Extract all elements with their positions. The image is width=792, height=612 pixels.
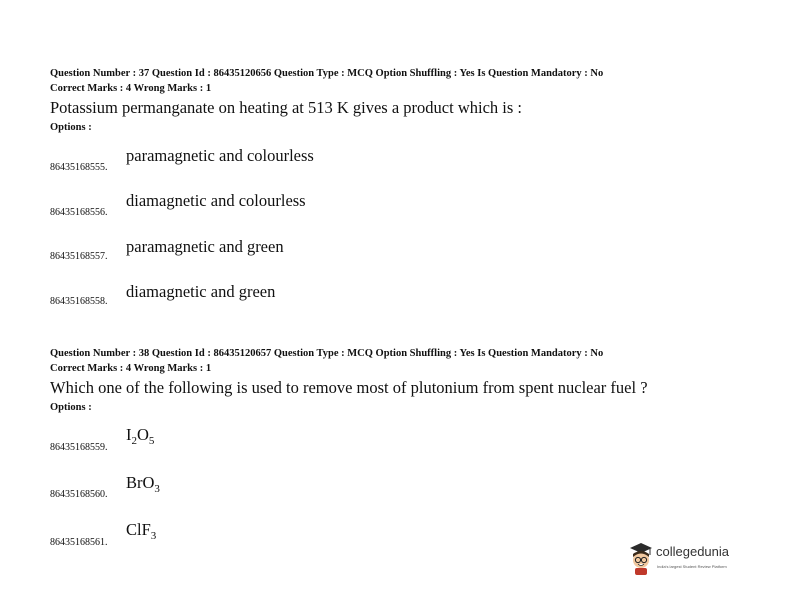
option-id: 86435168555. (50, 162, 108, 173)
question-37-text: Potassium permanganate on heating at 513 K gives a product which is : (50, 98, 522, 117)
formula-part: O (137, 425, 149, 444)
question-38-options-label: Options : (50, 402, 92, 413)
student-mascot-icon (626, 540, 656, 576)
formula-part: BrO (126, 473, 155, 492)
option-text: diamagnetic and colourless (126, 191, 306, 210)
formula-subscript: 3 (150, 530, 157, 542)
option-id: 86435168557. (50, 251, 108, 262)
question-37 (50, 66, 750, 133)
option-id: 86435168558. (50, 296, 108, 307)
question-38-meta: Question Number : 38 Question Id : 86435120657 Question Type : MCQ Option Shuffling : Yes Is Question Mandatory : No (50, 348, 604, 359)
question-38 (50, 346, 750, 413)
option-id: 86435168560. (50, 489, 108, 500)
option-formula (126, 425, 154, 447)
option-id: 86435168556. (50, 207, 108, 218)
logo-name: collegedunia (656, 544, 730, 559)
formula-part: ClF (126, 520, 151, 539)
formula-subscript: 5 (148, 435, 155, 447)
option-formula (126, 473, 160, 495)
formula-subscript: 3 (154, 483, 160, 495)
option-text: paramagnetic and colourless (126, 146, 314, 165)
collegedunia-logo (626, 540, 756, 580)
option-id: 86435168561. (50, 537, 108, 548)
formula-subscript: 2 (131, 435, 137, 447)
option-text: diamagnetic and green (126, 282, 276, 301)
question-38-marks: Correct Marks : 4 Wrong Marks : 1 (50, 363, 212, 374)
logo-tagline: India's largest Student Review Platform (657, 564, 727, 569)
question-37-meta: Question Number : 37 Question Id : 86435120656 Question Type : MCQ Option Shuffling : Yes Is Question Mandatory : No (50, 68, 604, 79)
question-37-options-label: Options : (50, 122, 92, 133)
option-id: 86435168559. (50, 442, 108, 453)
question-38-text: Which one of the following is used to remove most of plutonium from spent nuclear fuel ? (50, 378, 648, 397)
formula-part: I (126, 425, 132, 444)
option-formula (126, 520, 156, 542)
option-text: paramagnetic and green (126, 237, 284, 256)
question-37-marks: Correct Marks : 4 Wrong Marks : 1 (50, 83, 212, 94)
